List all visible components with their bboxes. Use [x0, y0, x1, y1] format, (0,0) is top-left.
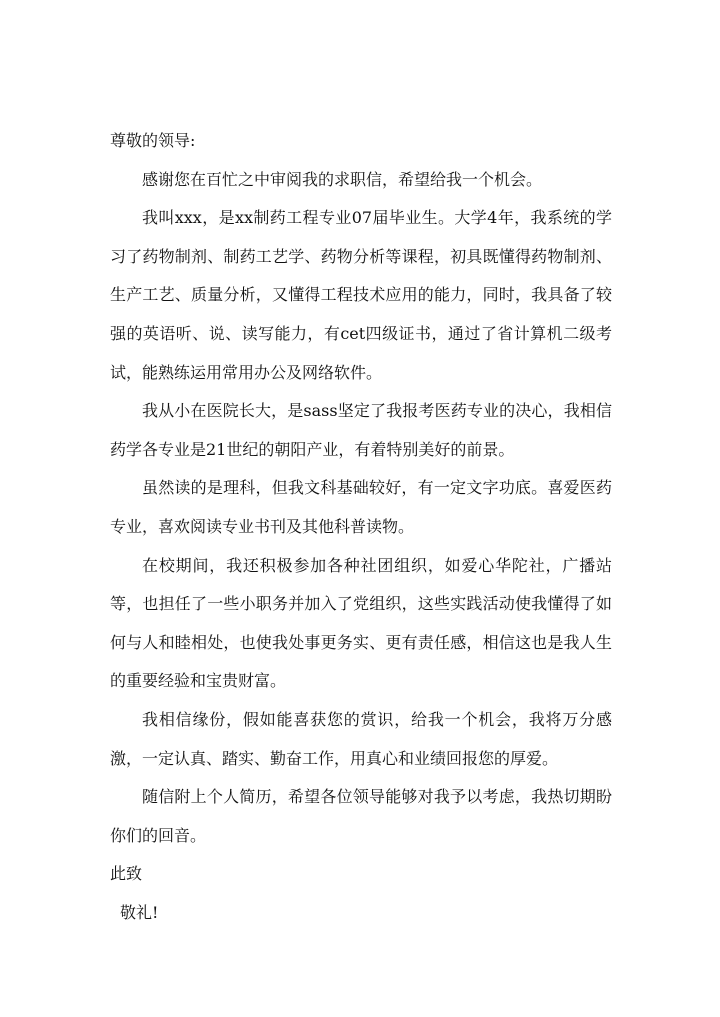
letter-closing: 此致 — [110, 864, 143, 884]
letter-paragraph-2: 我叫xxx，是xx制药工程专业07届毕业生。大学4年，我系统的学习了药物制剂、制药工艺学、药物分析等课程，初具既懂得药物制剂、生产工艺、质量分析，又懂得工程技术应用的能力，同时，我具备了较强的英语听、说、读写能力，有cet四级证书，通过了省计算机二级考试，能熟练运用常用办公及网络软件。 — [110, 208, 612, 382]
letter-paragraph-3: 我从小在医院长大，是sass坚定了我报考医药专业的决心，我相信药学各专业是21世纪的朝阳产业，有着特别美好的前景。 — [110, 401, 612, 459]
letter-paragraph-7: 随信附上个人简历，希望各位领导能够对我予以考虑，我热切期盼你们的回音。 — [110, 787, 612, 845]
letter-paragraph-4: 虽然读的是理科，但我文科基础较好，有一定文字功底。喜爱医药专业，喜欢阅读专业书刊及其他科普读物。 — [110, 478, 612, 536]
letter-body — [110, 122, 612, 932]
letter-paragraph-5: 在校期间，我还积极参加各种社团组织，如爱心华陀社，广播站等，也担任了一些小职务并加入了党组织，这些实践活动使我懂得了如何与人和睦相处，也使我处事更务实、更有责任感，相信这也是我人生的重要经验和宝贵财富。 — [110, 555, 612, 691]
letter-paragraph-6: 我相信缘份，假如能喜获您的赏识，给我一个机会，我将万分感激，一定认真、踏实、勤奋工作，用真心和业绩回报您的厚爱。 — [110, 709, 612, 768]
letter-salutation: 尊敬的领导: — [110, 131, 196, 150]
letter-regards: 敬礼! — [120, 902, 159, 922]
letter-paragraph-1: 感谢您在百忙之中审阅我的求职信，希望给我一个机会。 — [142, 169, 543, 189]
